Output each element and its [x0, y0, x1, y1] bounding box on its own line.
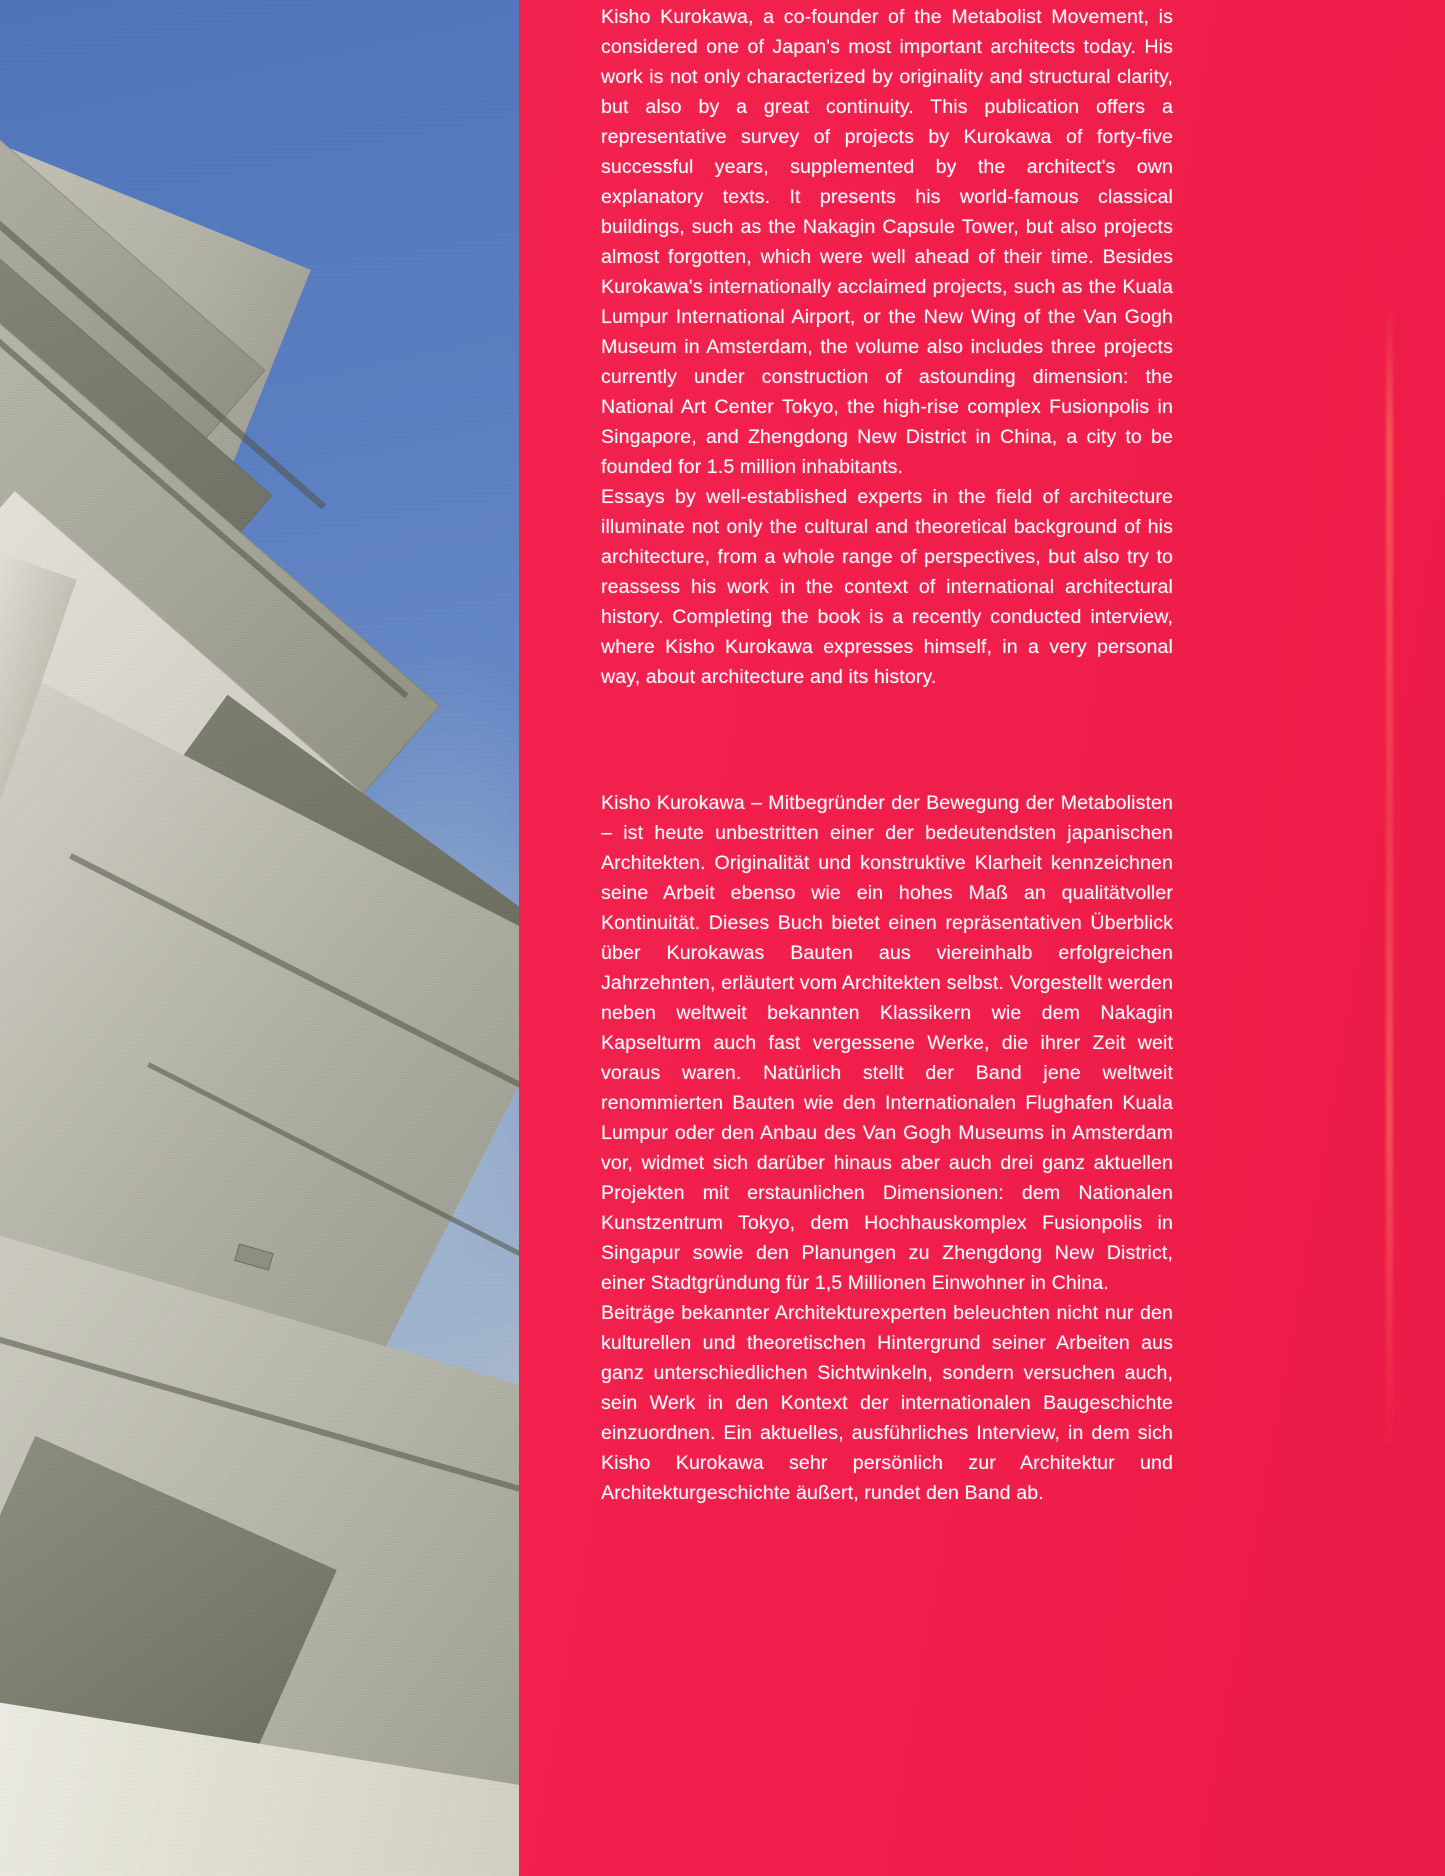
german-blurb [601, 788, 1173, 1508]
german-paragraph-1: Kisho Kurokawa – Mitbegründer der Bewegung der Metabolisten – ist heute unbestritten einer der bedeutendsten japanischen Architekten. Originalität und konstruktive Klarheit kennzeichnen seine Arbeit ebenso wie ein hohes Maß an qualitätvoller Kontinuität. Dieses Buch bietet einen repräsentativen Überblick über Kurokawas Bauten aus viereinhalb erfolgreichen Jahrzehnten, erläutert vom Architekten selbst. Vorgestellt werden neben weltweit bekannten Klassikern wie dem Nakagin Kapselturm auch fast vergessene Werke, die ihrer Zeit weit voraus waren. Natürlich stellt der Band jene weltweit renommierten Bauten wie den Internationalen Flughafen Kuala Lumpur oder den Anbau des Van Gogh Museums in Amsterdam vor, widmet sich darüber hinaus aber auch drei ganz aktuellen Projekten mit erstaunlichen Dimensionen: dem Nationalen Kunstzentrum Tokyo, dem Hochhauskomplex Fusionpolis in Singapur sowie den Planungen zu Zhengdong New District, einer Stadtgründung für 1,5 Millionen Einwohner in China. [601, 792, 1173, 1294]
english-paragraph-2: Essays by well-established experts in the field of architecture illuminate not only the cultural and theoretical background of his architecture, from a whole range of perspectives, but also try to reassess his work in the context of international architectural history. Completing the book is a recently conducted interview, where Kisho Kurokawa expresses himself, in a very personal way, about architecture and its history. [601, 486, 1173, 688]
english-blurb [601, 2, 1173, 692]
red-text-panel [519, 0, 1445, 1876]
cover-photograph [0, 0, 519, 1876]
english-paragraph-1: Kisho Kurokawa, a co-founder of the Metabolist Movement, is considered one of Japan's most important architects today. His work is not only characterized by originality and structural clarity, but also by a great continuity. This publication offers a representative survey of projects by Kurokawa of forty-five successful years, supplemented by the architect's own explanatory texts. It presents his world-famous classical buildings, such as the Nakagin Capsule Tower, but also projects almost forgotten, which were well ahead of their time. Besides Kurokawa's internationally acclaimed projects, such as the Kuala Lumpur International Airport, or the New Wing of the Van Gogh Museum in Amsterdam, the volume also includes three projects currently under construction of astounding dimension: the National Art Center Tokyo, the high-rise complex Fusionpolis in Singapore, and Zhengdong New District in China, a city to be founded for 1.5 million inhabitants. [601, 6, 1173, 478]
german-paragraph-2: Beiträge bekannter Architekturexperten beleuchten nicht nur den kulturellen und theoretischen Hintergrund seiner Arbeiten aus ganz unterschiedlichen Sichtwinkeln, sondern versuchen auch, sein Werk in den Kontext der internationalen Baugeschichte einzuordnen. Ein aktuelles, ausführliches Interview, in dem sich Kisho Kurokawa sehr persönlich zur Architektur und Architekturgeschichte äußert, rundet den Band ab. [601, 1302, 1173, 1504]
